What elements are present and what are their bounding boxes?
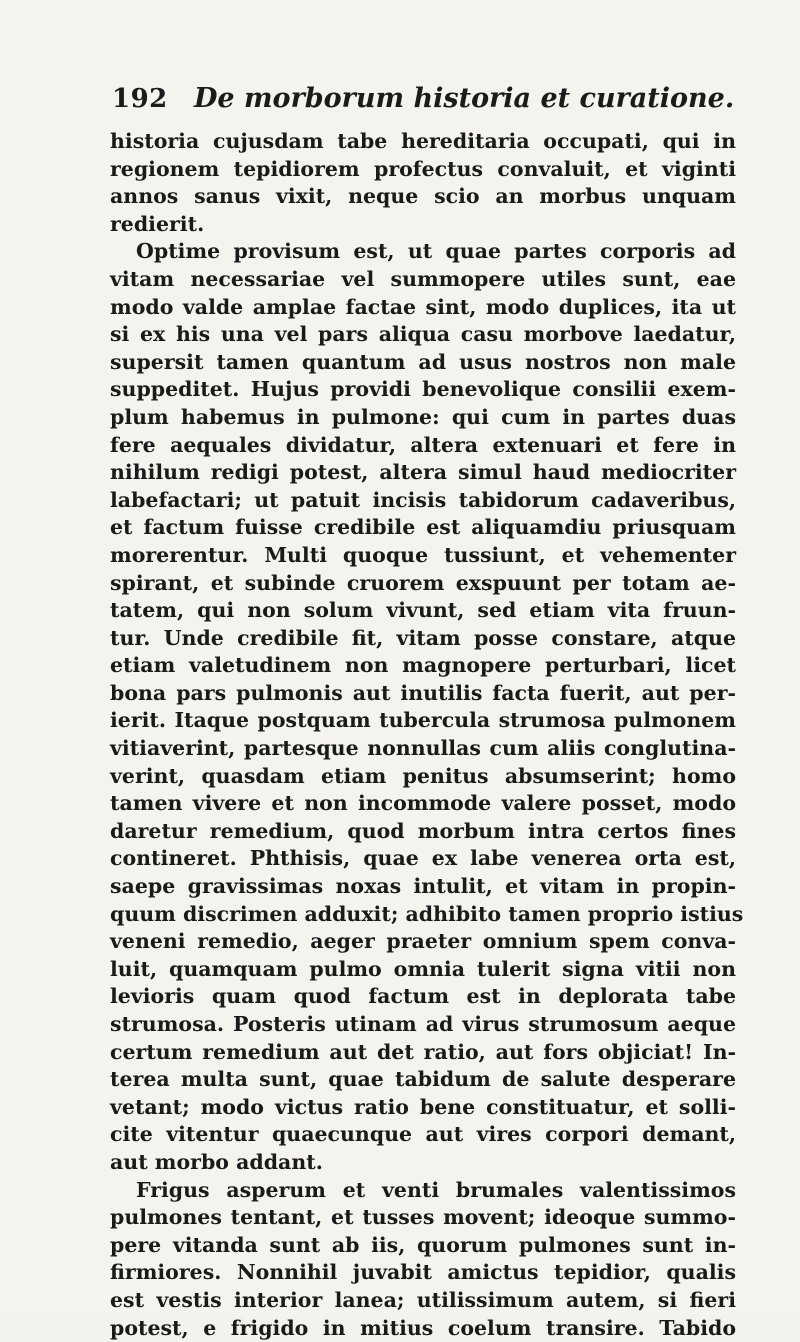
text-line: si ex his una vel pars aliqua casu morbove laedatur, [110, 322, 736, 347]
text-line: spirant, et subinde cruorem exspuunt per totam ae- [110, 570, 736, 595]
page-number: 192 [112, 84, 168, 114]
text-line: veneni remedio, aeger praeter omnium spem conva- [110, 929, 736, 954]
text-line: pulmones tentant, et tusses movent; ideoque summo- [110, 1205, 736, 1230]
text-line: firmiores. Nonnihil juvabit amictus tepidior, qualis [110, 1260, 736, 1285]
text-line: et factum fuisse credibile est aliquamdiu priusquam [110, 515, 736, 540]
text-line: Optime provisum est, ut quae partes corporis ad [136, 239, 736, 264]
text-line: vitiaverint, partesque nonnullas cum aliis conglutina- [110, 736, 736, 761]
text-line: tatem, qui non solum vivunt, sed etiam vita fruun- [110, 598, 736, 623]
text-line: supersit tamen quantum ad usus nostros non male [110, 349, 736, 374]
text-line: suppeditet. Hujus providi benevolique consilii exem- [110, 377, 736, 402]
text-line: modo valde amplae factae sint, modo duplices, ita ut [110, 294, 736, 319]
text-line: labefactari; ut patuit incisis tabidorum cadaveribus, [110, 487, 736, 512]
text-line: redierit. [110, 211, 205, 236]
text-line: plum habemus in pulmone: qui cum in partes duas [110, 404, 736, 429]
text-line: pere vitanda sunt ab iis, quorum pulmones sunt in- [110, 1232, 736, 1257]
body-text [110, 128, 744, 1342]
text-line: vetant; modo victus ratio bene constituatur, et solli- [110, 1094, 736, 1119]
text-line: Frigus asperum et venti brumales valentissimos [136, 1177, 736, 1202]
text-line: ierit. Itaque postquam tubercula strumosa pulmonem [110, 708, 736, 733]
text-line: annos sanus vixit, neque scio an morbus unquam [110, 184, 736, 209]
text-line: quum discrimen adduxit; adhibito tamen proprio istius [110, 901, 744, 926]
text-line: saepe gravissimas noxas intulit, et vitam in propin- [110, 874, 736, 899]
text-line: certum remedium aut det ratio, aut fors objiciat! In- [110, 1039, 736, 1064]
text-line: cite vitentur quaecunque aut vires corpori demant, [110, 1122, 736, 1147]
text-line: etiam valetudinem non magnopere perturbari, licet [110, 653, 736, 678]
text-line: daretur remedium, quod morbum intra certos fines [110, 818, 736, 843]
text-line: verint, quasdam etiam penitus absumserint; homo [110, 763, 736, 788]
running-head [112, 78, 735, 118]
text-line: terea multa sunt, quae tabidum de salute desperare [110, 1067, 736, 1092]
text-line: regionem tepidiorem profectus convaluit, et viginti [110, 156, 736, 181]
text-line: tamen vivere et non incommode valere posset, modo [110, 791, 736, 816]
text-line: nihilum redigi potest, altera simul haud mediocriter [110, 460, 736, 485]
text-line: est vestis interior lanea; utilissimum autem, si fieri [110, 1287, 736, 1312]
text-line: potest, e frigido in mitius coelum transire. Tabido [110, 1315, 736, 1340]
text-line: historia cujusdam tabe hereditaria occupati, qui in [110, 129, 736, 153]
text-line: levioris quam quod factum est in deplorata tabe [110, 984, 736, 1009]
text-line: strumosa. Posteris utinam ad virus strumosum aeque [110, 1012, 736, 1036]
text-line: luit, quamquam pulmo omnia tulerit signa vitii non [110, 956, 736, 981]
text-line: tur. Unde credibile fit, vitam posse constare, atque [110, 625, 736, 650]
text-line: contineret. Phthisis, quae ex labe venerea orta est, [110, 846, 736, 871]
running-title: De morborum historia et curatione. [194, 83, 735, 114]
text-line: bona pars pulmonis aut inutilis facta fuerit, aut per- [110, 680, 736, 705]
text-line: fere aequales dividatur, altera extenuari et fere in [110, 432, 736, 457]
text-line: morerentur. Multi quoque tussiunt, et vehementer [110, 542, 736, 567]
text-line: aut morbo addant. [110, 1149, 323, 1174]
text-line: vitam necessariae vel summopere utiles sunt, eae [110, 266, 736, 291]
